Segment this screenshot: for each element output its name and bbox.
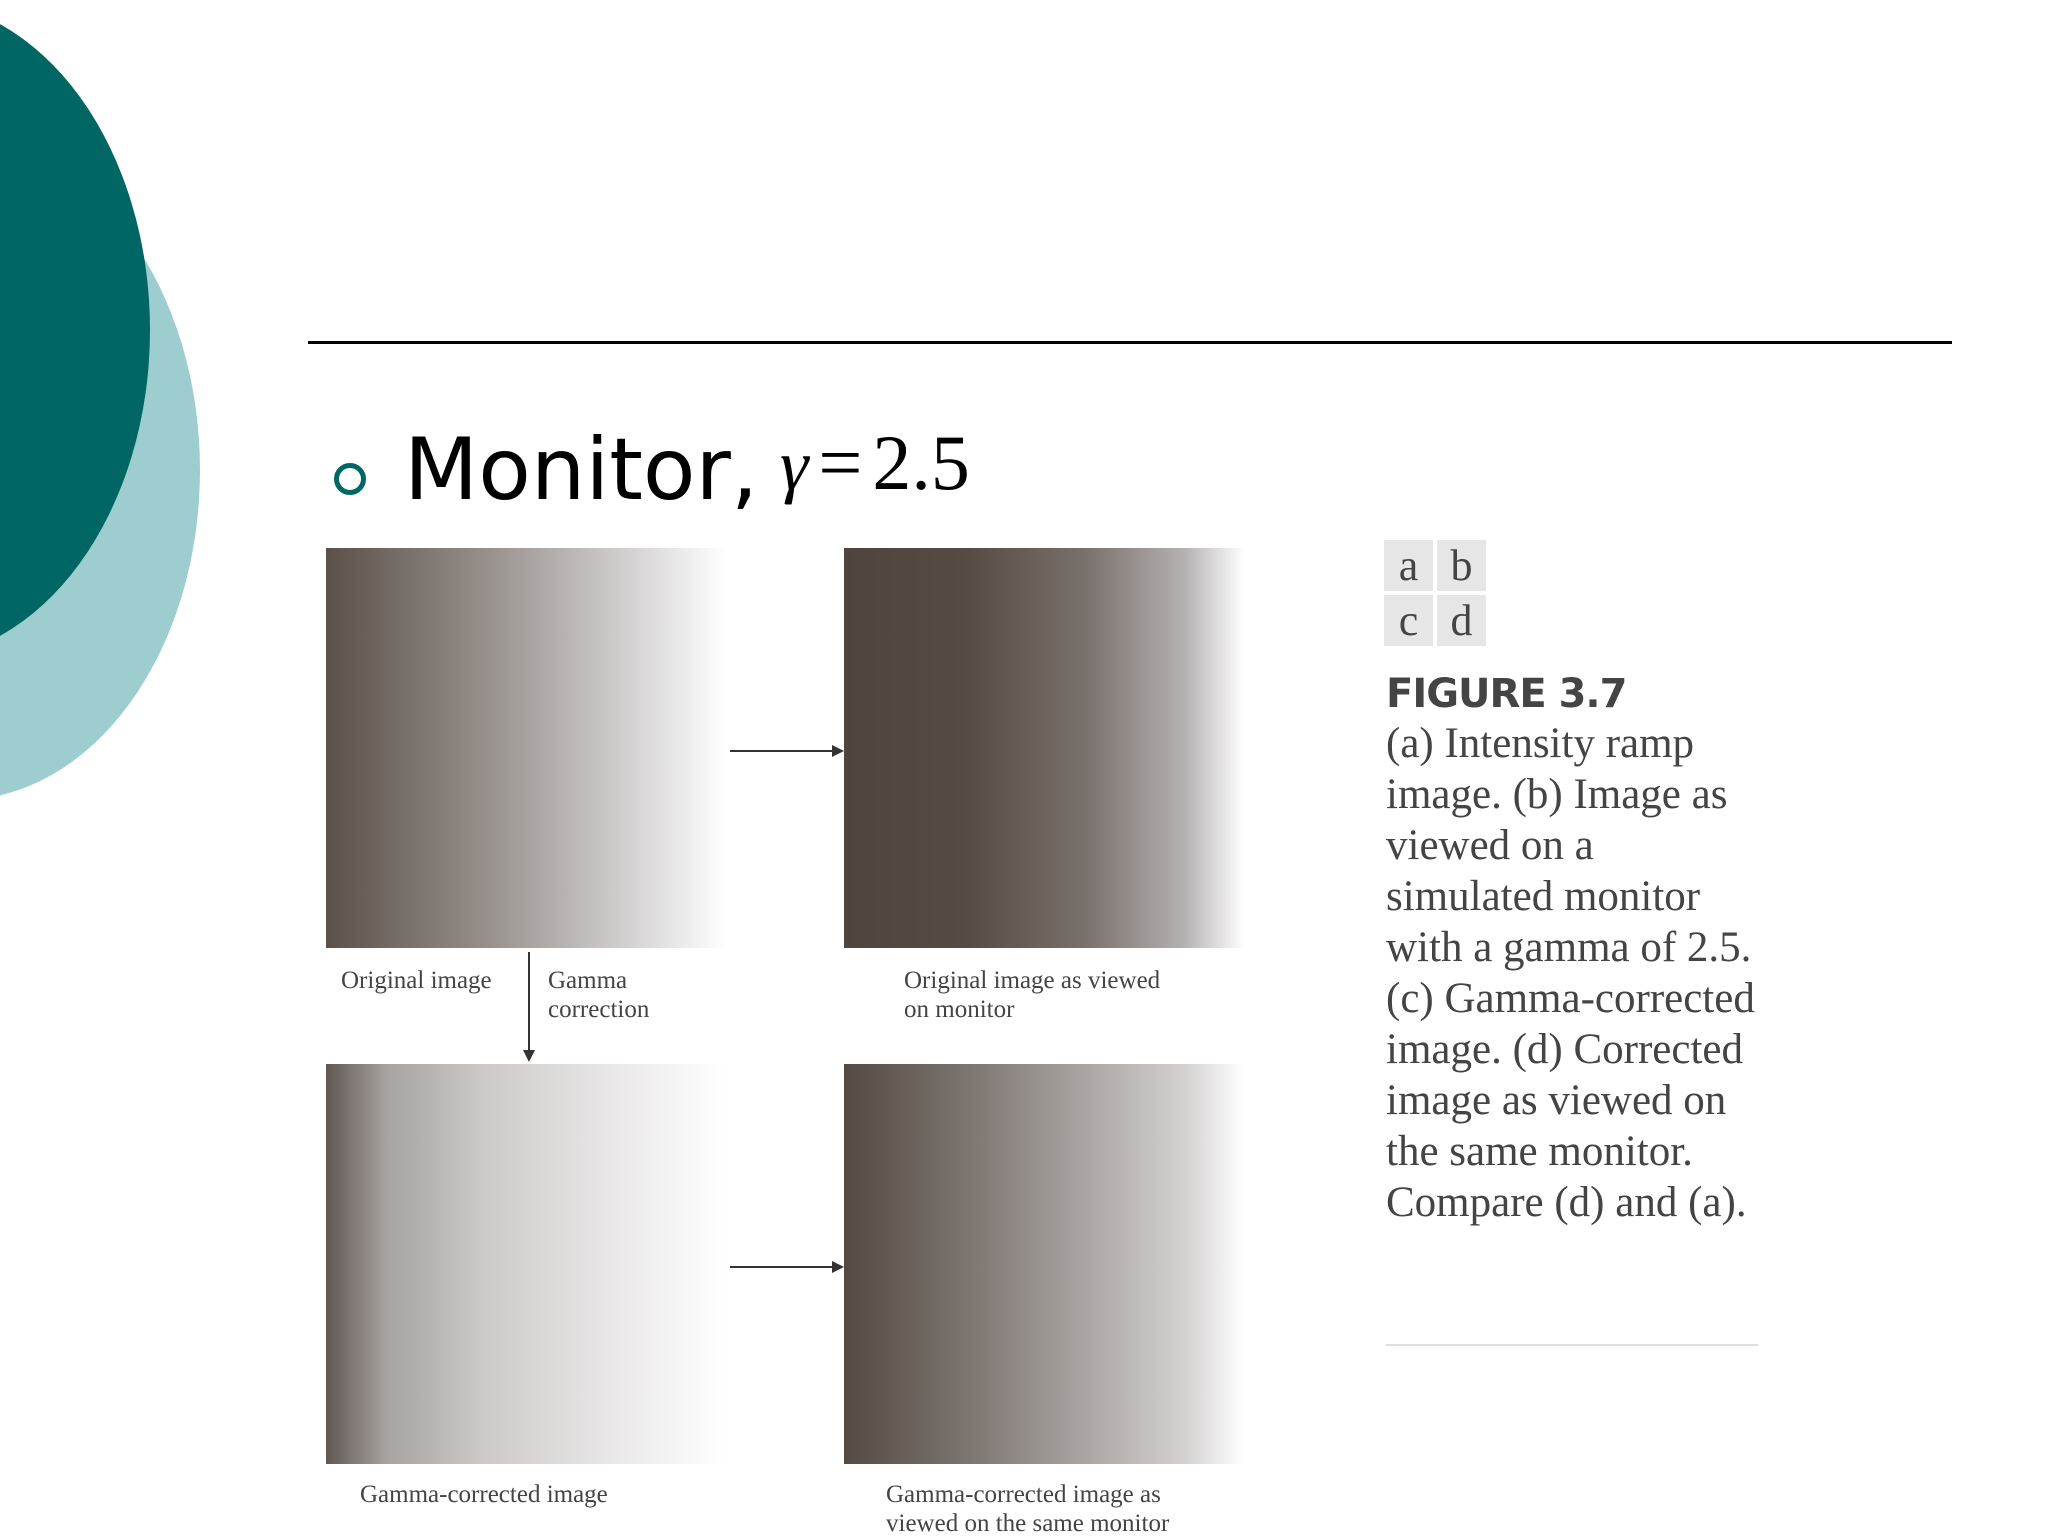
caption-b-line2: on monitor (904, 996, 1015, 1023)
caption-original-image: Original image (341, 967, 492, 994)
panel-c-gamma-corrected (326, 1064, 726, 1464)
panel-a-intensity-ramp (326, 548, 726, 948)
panel-letter-a: a (1384, 540, 1433, 591)
caption-b-line1: Original image as viewed (904, 967, 1161, 994)
bullet-text: Monitor, (404, 420, 759, 520)
caption-d-line2: viewed on the same monitor (886, 1510, 1170, 1537)
figure-caption-divider (1386, 1344, 1758, 1346)
caption-gamma-correction-line1: Gamma (548, 967, 628, 994)
panel-d-corrected-on-monitor (844, 1064, 1244, 1464)
figure-label: FIGURE 3.7 (1386, 671, 1627, 717)
bullet-circle-icon (334, 463, 366, 495)
arrow-right-icon (730, 1266, 842, 1268)
panel-b-viewed-on-monitor (844, 548, 1244, 948)
figure-caption: (a) Intensity ramp image. (b) Image as viewed on a simulated monitor with a gamma of 2.5. (c) Gamma-corrected image. (d) Corrected image as viewed on the same monitor. Compare (d) and (a). (1386, 720, 1755, 1226)
caption-d-line1: Gamma-corrected image as (886, 1481, 1161, 1508)
panel-letter-c: c (1384, 595, 1433, 646)
title-divider (308, 341, 1952, 344)
panel-letter-d: d (1437, 595, 1486, 646)
caption-gamma-corrected-image: Gamma-corrected image (360, 1481, 608, 1508)
gamma-symbol: γ (780, 425, 809, 505)
caption-gamma-correction-line2: correction (548, 996, 650, 1023)
panel-letter-b: b (1437, 540, 1486, 591)
gamma-formula (780, 418, 970, 510)
arrow-right-icon (730, 750, 842, 752)
panel-letter-grid (1384, 540, 1486, 645)
formula-equals: = (818, 419, 863, 506)
arrow-down-icon (528, 952, 530, 1060)
gamma-value: 2.5 (872, 419, 970, 506)
